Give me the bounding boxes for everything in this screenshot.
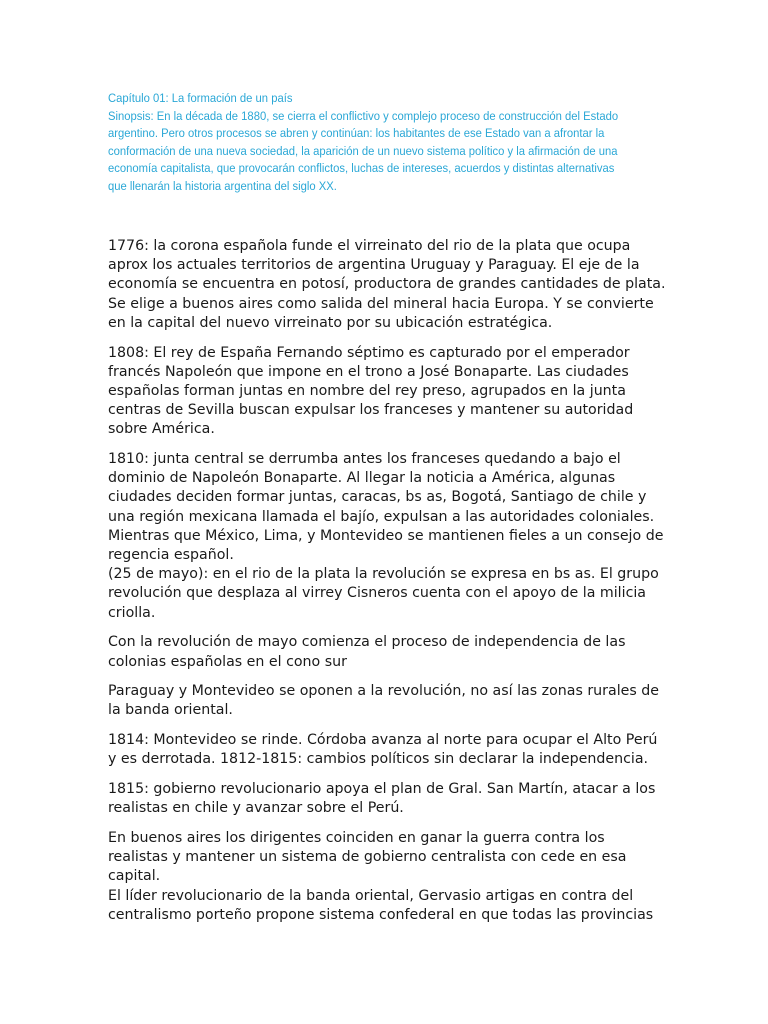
paragraph-1815: 1815: gobierno revolucionario apoya el plan de Gral. San Martín, atacar a los realistas en chile y avanzar sobre el Perú. [108,781,656,817]
paragraph-buenos-aires: En buenos aires los dirigentes coinciden en ganar la guerra contra los realistas y mantener un sistema de gobierno centralista con cede en esa capital. El líder revolucionario de la banda oriental, Gervasio artigas en contra del centralismo porteño propone sistema confederal en que todas las provincias [108,829,654,923]
chapter-title: Capítulo 01: La formación de un país [108,91,293,105]
paragraph-1814: 1814: Montevideo se rinde. Córdoba avanza al norte para ocupar el Alto Perú y es derrotada. 1812-1815: cambios políticos sin declarar la independencia. [108,732,658,768]
paragraph-paraguay-montevideo: Paraguay y Montevideo se oponen a la revolución, no así las zonas rurales de la banda oriental. [108,683,659,719]
paragraph-1776: 1776: la corona española funde el virreinato del rio de la plata que ocupa aprox los actuales territorios de argentina Uruguay y Paraguay. El eje de la economía se encuentra en potosí, productora de grandes cantidades de plata. Se elige a buenos aires como salida del mineral hacia Europa. Y se convierte en la capital del nuevo virreinato por su ubicación estratégica. [108,238,666,331]
chapter-synopsis: Sinopsis: En la década de 1880, se cierra el conflictivo y complejo proceso de construcción del Estado argentino. Pero otros procesos se abren y continúan: los habitantes de ese Estado van a afrontar la conformación de una nueva sociedad, la aparición de un nuevo sistema político y la afirmación de una economía capitalista, que provocarán conflictos, luchas de intereses, acuerdos y distintas alternativas que llenarán la historia argentina del siglo XX. [108,108,619,193]
paragraph-1808: 1808: El rey de España Fernando séptimo es capturado por el emperador francés Napoleón que impone en el trono a José Bonaparte. Las ciudades españolas forman juntas en nombre del rey preso, agrupados en la junta centras de Sevilla buscan expulsar los franceses y mantener su autoridad sobre América. [108,344,634,438]
paragraph-1810: 1810: junta central se derrumba antes los franceses quedando a bajo el dominio de Napoleón Bonaparte. Al llegar la noticia a América, algunas ciudades deciden formar juntas, caracas, bs as, Bogotá, Santiago de chile y una región mexicana llamada el bajío, expulsan a las autoridades coloniales. Mientras que México, Lima, y Montevideo se mantienen fieles a un consejo de regencia español. (25 de mayo): en el rio de la plata la revolución se expresa en bs as. El grupo revolución que desplaza al virrey Cisneros cuenta con el apoyo de la milicia criolla. [108,451,664,621]
document-body [108,237,668,936]
chapter-header [108,90,629,195]
paragraph-revolucion-mayo: Con la revolución de mayo comienza el proceso de independencia de las colonias españolas en el cono sur [108,634,626,670]
